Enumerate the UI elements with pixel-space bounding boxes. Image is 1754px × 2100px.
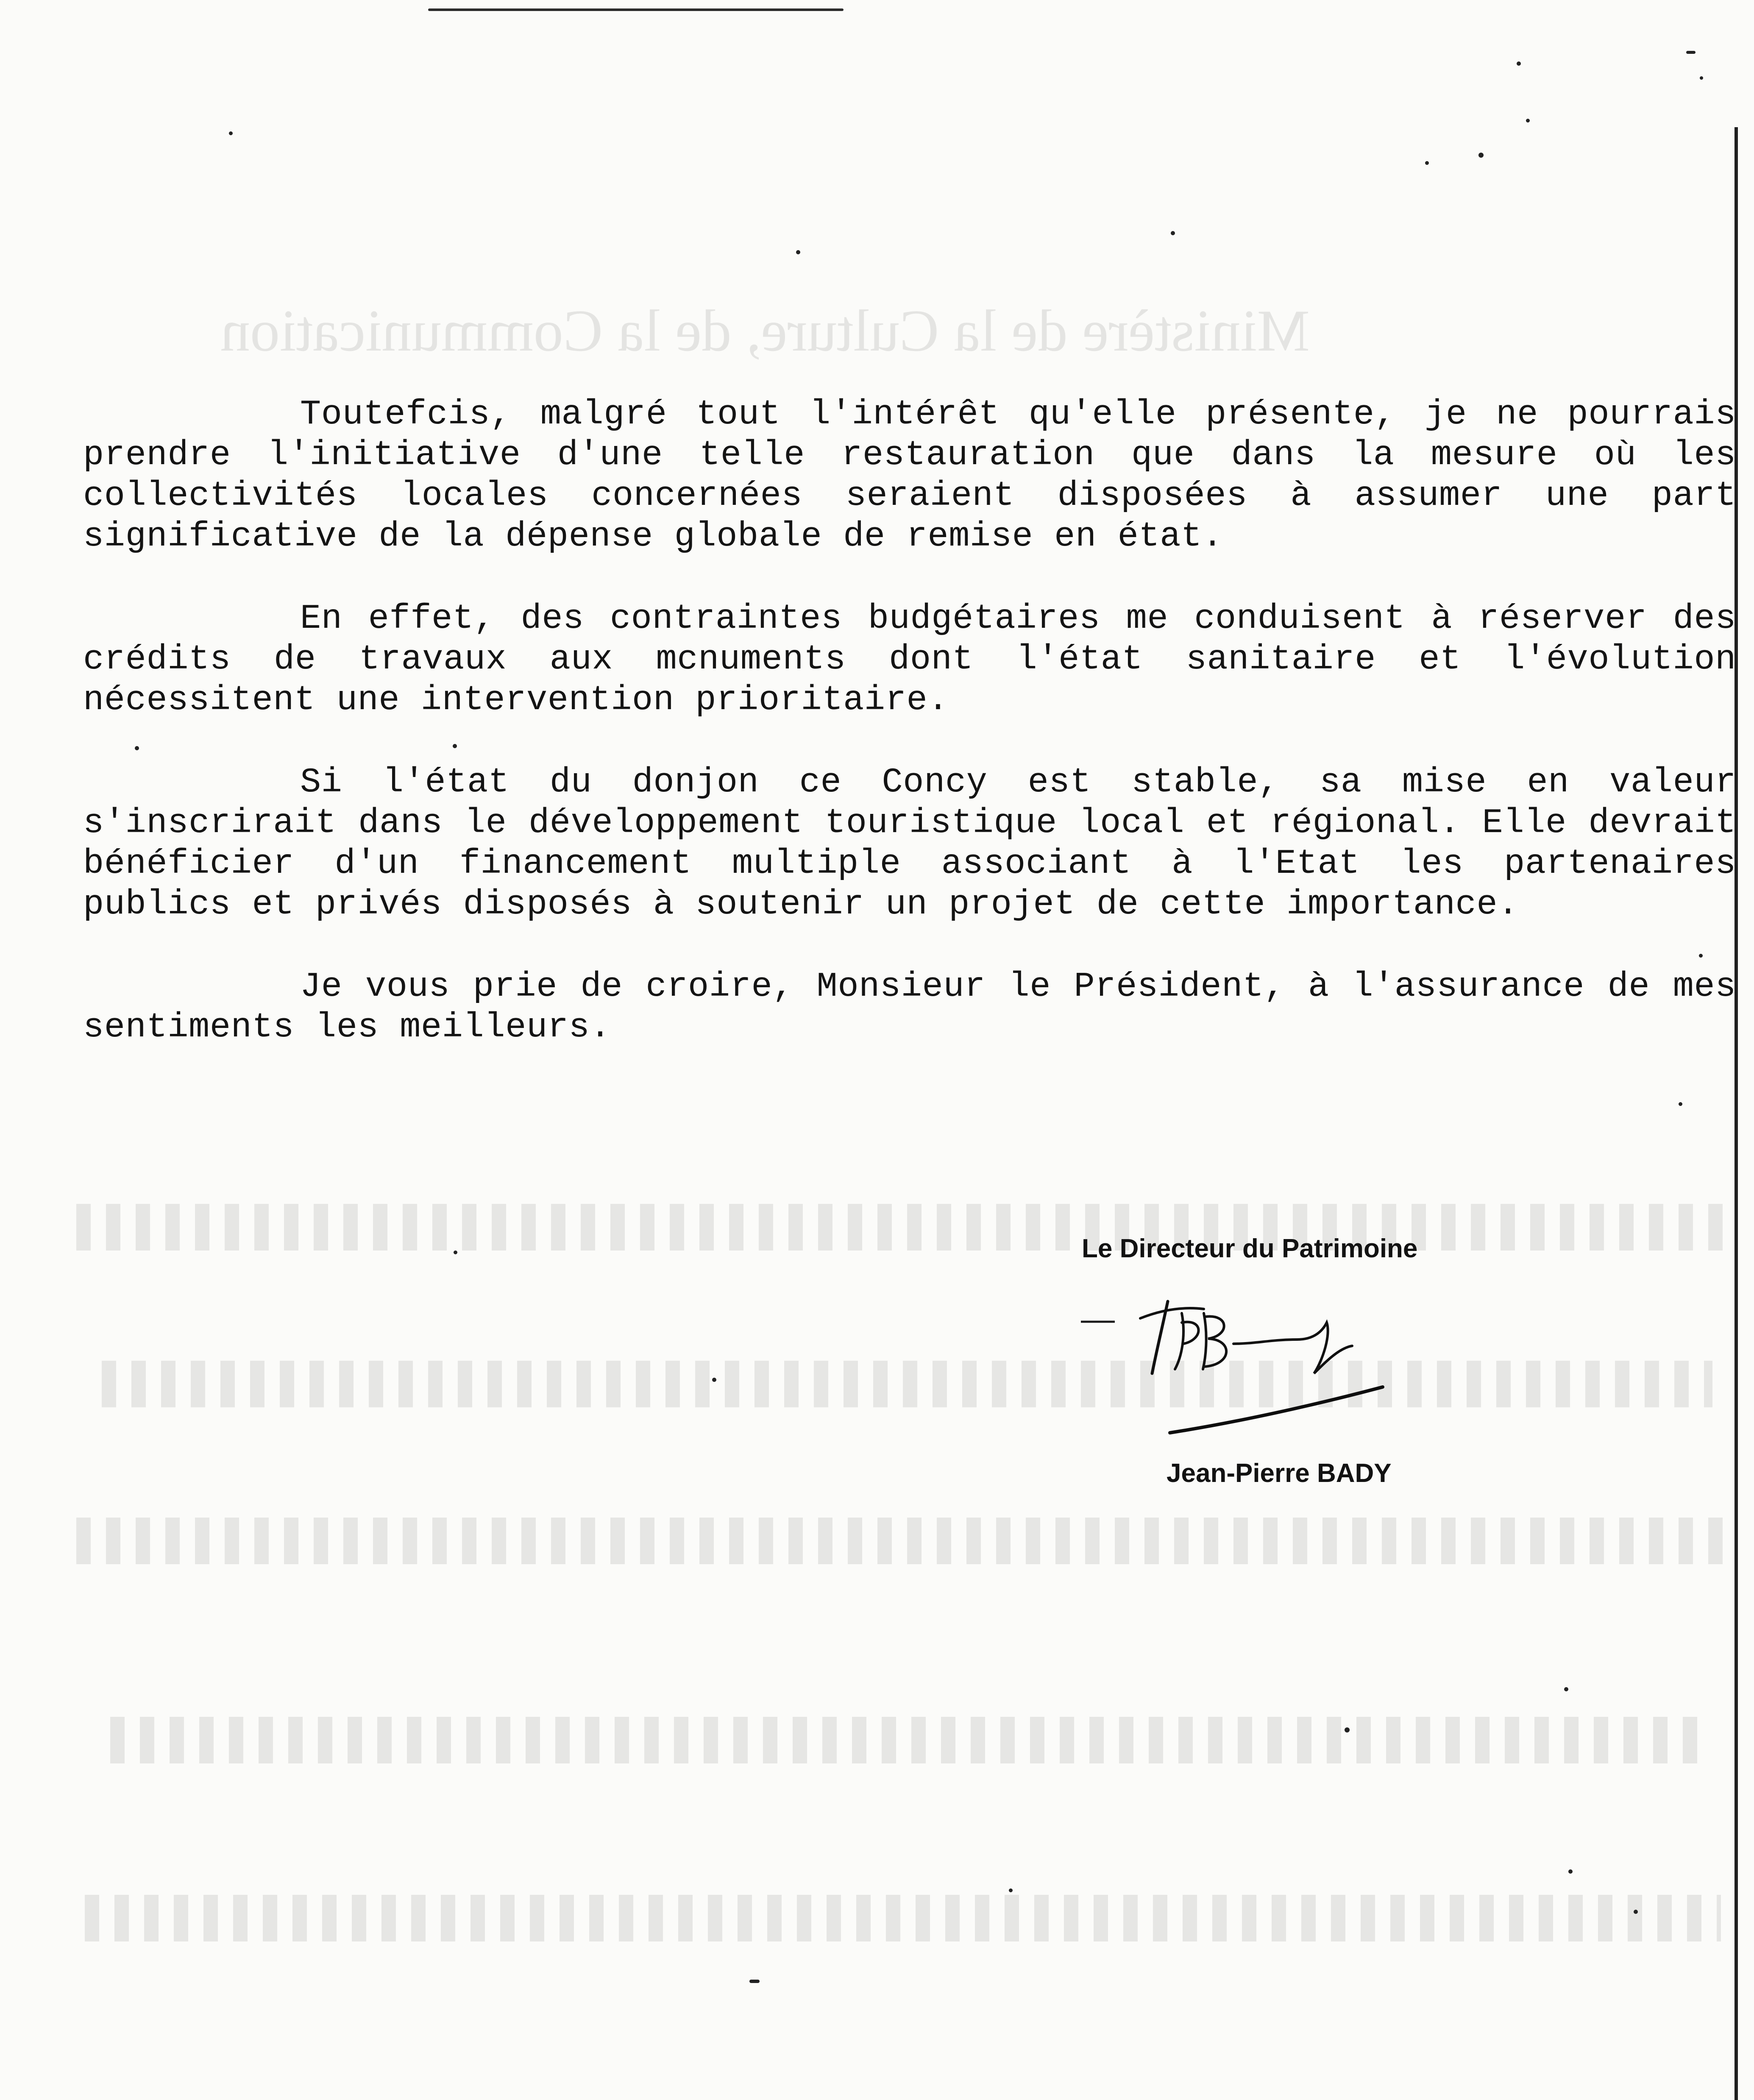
dust-speck bbox=[796, 250, 800, 254]
show-through-heading: Ministère de la Culture, de la Communication bbox=[220, 298, 1310, 364]
show-through-line bbox=[110, 1717, 1712, 1763]
dust-speck bbox=[1009, 1888, 1013, 1892]
dust-speck bbox=[1699, 954, 1703, 958]
dust-speck bbox=[1526, 119, 1530, 123]
paragraph-2: En effet, des contraintes budgétaires me conduisent à réserver des crédits de travaux aux mcnuments dont l'état sanitaire et l'évolution nécessitent une intervention prioritaire. bbox=[83, 599, 1736, 720]
handwritten-signature bbox=[1077, 1276, 1399, 1454]
signatory-title: Le Directeur du Patrimoine bbox=[1082, 1234, 1418, 1263]
dust-speck bbox=[749, 1980, 760, 1983]
show-through-line bbox=[76, 1204, 1729, 1251]
dust-speck bbox=[1171, 231, 1175, 235]
dust-speck bbox=[1568, 1869, 1573, 1874]
dust-speck bbox=[229, 131, 233, 135]
letter-body bbox=[83, 394, 1736, 1089]
closing-paragraph: Je vous prie de croire, Monsieur le Président, à l'assurance de mes sentiments les meilleurs. bbox=[83, 967, 1736, 1047]
show-through-line bbox=[85, 1895, 1721, 1941]
dust-speck bbox=[1345, 1727, 1350, 1732]
dust-speck bbox=[1686, 51, 1696, 54]
paragraph-3: Si l'état du donjon ce Concy est stable, sa mise en valeur s'inscrirait dans le développement touristique local et régional. Elle devrait bénéficier d'un financement multiple associant à l'Etat les partenaires publics et privés disposés à soutenir un projet de cette importance. bbox=[83, 763, 1736, 924]
show-through-line bbox=[76, 1518, 1729, 1564]
signatory-name: Jean-Pierre BADY bbox=[1167, 1459, 1392, 1488]
show-through-line bbox=[102, 1361, 1712, 1407]
dust-speck bbox=[1425, 161, 1429, 165]
dust-speck bbox=[1478, 153, 1484, 158]
dust-speck bbox=[1700, 76, 1703, 80]
dust-speck bbox=[135, 746, 139, 750]
paragraph-1: Toutefcis, malgré tout l'intérêt qu'elle présente, je ne pourrais prendre l'initiative d'une telle restauration que dans la mesure où les collectivités locales concernées seraient disposées à assumer une part significative de la dépense globale de remise en état. bbox=[83, 395, 1736, 556]
dust-speck bbox=[454, 1251, 457, 1254]
dust-speck bbox=[1634, 1910, 1638, 1914]
dust-speck bbox=[1564, 1687, 1568, 1691]
top-rule bbox=[428, 8, 844, 11]
dust-speck bbox=[712, 1378, 716, 1382]
dust-speck bbox=[453, 744, 457, 748]
dust-speck bbox=[1517, 61, 1521, 66]
dust-speck bbox=[1679, 1102, 1682, 1106]
